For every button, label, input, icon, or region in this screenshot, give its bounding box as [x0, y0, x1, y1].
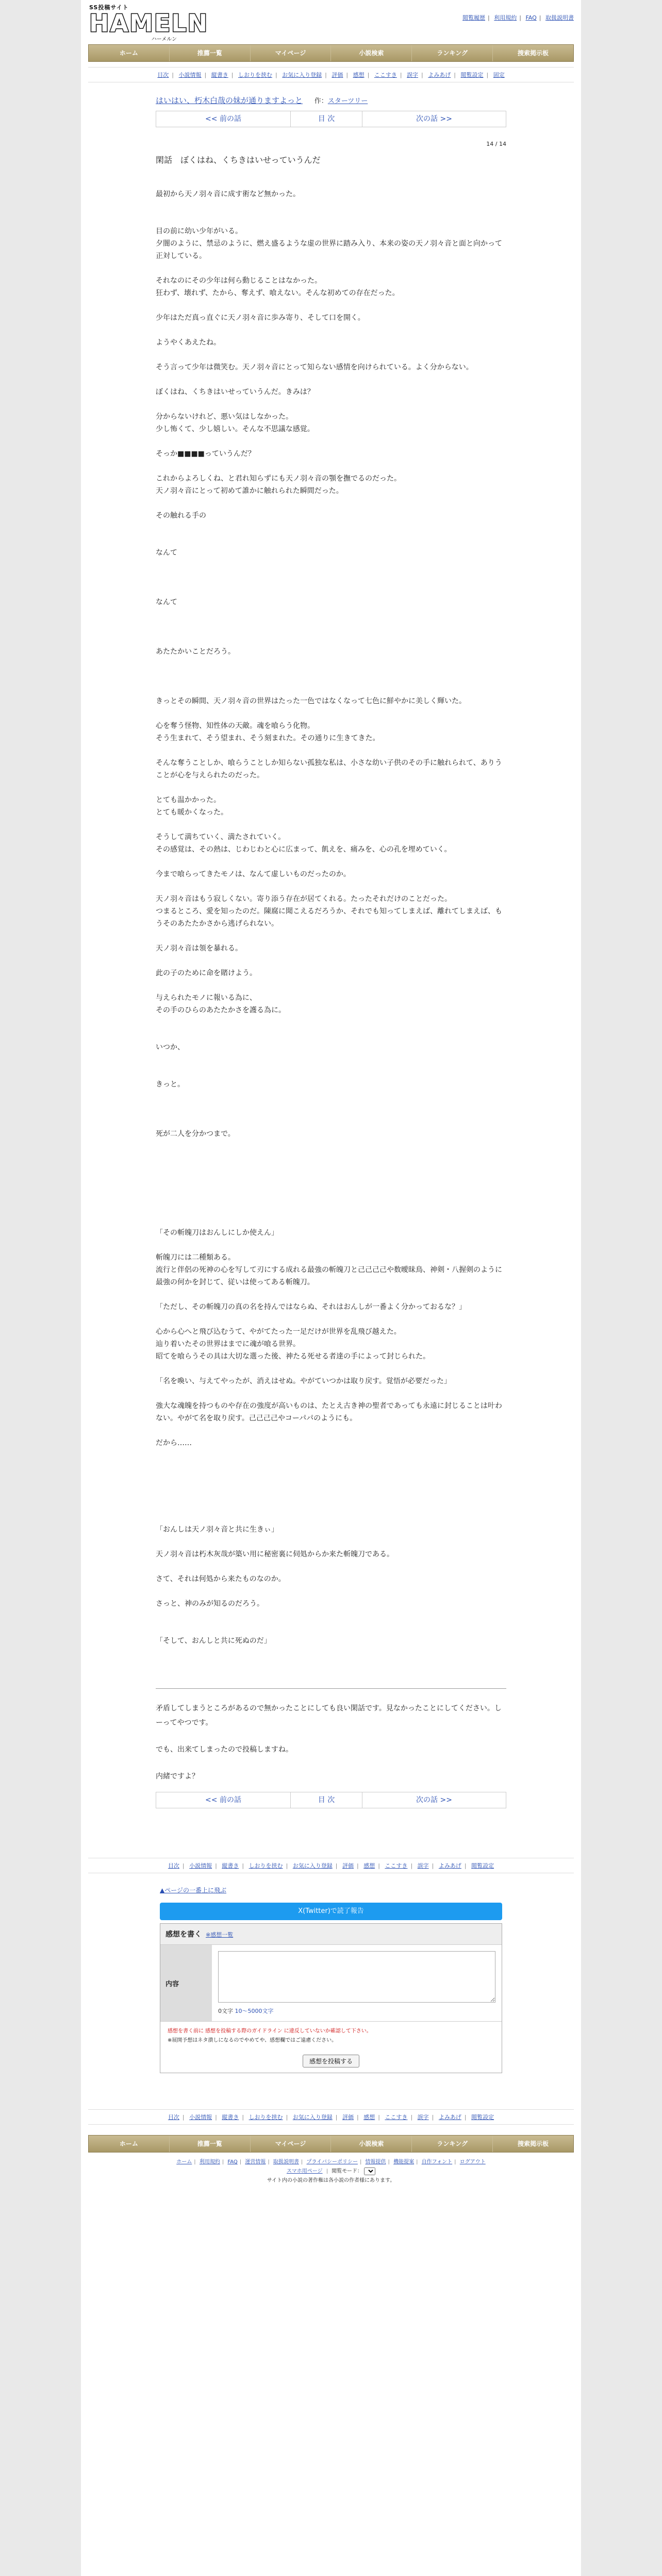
site-tagline: SS投稿サイト	[89, 4, 129, 11]
mode-select-label: 閲覧モード：	[332, 2168, 362, 2174]
body-paragraph: そう言って少年は微笑む。天ノ羽々音にとって知らない感情を向けられている。よく分からない。	[156, 363, 473, 371]
body-paragraph	[156, 608, 506, 621]
body-paragraph: 狂わず、壊れず、たから、奪えず、喰えない。そんな初めての存在だった。	[156, 289, 400, 297]
body-paragraph: いつか、	[156, 1043, 185, 1052]
nav-home[interactable]: ホーム	[89, 2136, 170, 2152]
body-paragraph	[156, 744, 506, 757]
nav-search[interactable]: 小説検索	[331, 2136, 412, 2152]
chapter-title: 閑話 ぼくはね、くちきはいせっていうんだ	[156, 155, 321, 165]
review-row	[160, 1945, 502, 2022]
body-paragraph	[156, 683, 506, 695]
author-label: 作：	[314, 97, 328, 105]
body-paragraph	[156, 1363, 506, 1375]
page-top-link[interactable]: ▲ページの一番上に飛ぶ	[160, 1887, 226, 1894]
body-paragraph	[156, 880, 506, 893]
subnav-bookmark[interactable]: しおりを挟む	[249, 2114, 283, 2121]
body-paragraph: きっと。	[156, 1080, 185, 1089]
nav-home[interactable]: ホーム	[89, 45, 170, 61]
afterword-divider	[156, 1688, 506, 1689]
body-paragraph	[156, 398, 506, 411]
subnav-readaloud[interactable]: よみあげ	[428, 72, 451, 78]
top-links: 閲覧履歴 | 利用規約 | FAQ | 取扱説明書	[462, 14, 574, 21]
body-paragraph: 斬魄刀には二種類ある。	[156, 1253, 235, 1262]
body-paragraph: さて、それは何処から来たものなのか。	[156, 1575, 286, 1583]
logo-kana: ハーメルン	[151, 37, 177, 42]
afterword-line: でも、出来てしまったので投稿しますね。	[156, 1745, 293, 1754]
body-paragraph	[156, 349, 506, 361]
body-paragraph: ぼくはね、くちきはいせっていうんだ。きみは？	[156, 388, 315, 396]
title-line	[156, 95, 506, 106]
body-paragraph	[156, 1103, 506, 1115]
body-paragraph: つまるところ、愛を知ったのだ。陳腐に聞こえるだろうか、それでも知ってしまえば、離れてしまえば、もうそのあたたかさから逃げられない。	[156, 907, 502, 928]
bottomnav-vertical[interactable]: 縦書き	[222, 1862, 239, 1869]
body-paragraph	[156, 1585, 506, 1598]
afterword-line: 矛盾してしまうところがあるので無かったことにしても良い閑話です。見なかったことにしてください。しーってやつです。	[156, 1704, 502, 1727]
chapter-position: 14 / 14	[486, 141, 506, 147]
body-paragraph	[156, 1511, 506, 1523]
body-paragraph: 心を奪う怪物、知性体の天敵。魂を喰らう化物。	[156, 722, 315, 730]
top-link-faq[interactable]: FAQ	[525, 14, 537, 21]
page	[81, 0, 581, 2576]
body-paragraph	[156, 955, 506, 967]
subnav-settings[interactable]: 閲覧設定	[460, 72, 484, 78]
author-link[interactable]: スターツリー	[327, 97, 368, 105]
body-paragraph	[156, 1091, 506, 1103]
novel-content	[156, 95, 506, 1808]
footer-link[interactable]: 情報提供	[365, 2159, 386, 2165]
body-paragraph	[156, 213, 506, 225]
novel-body	[156, 188, 506, 1647]
body-paragraph	[156, 782, 506, 794]
bottomnav-review[interactable]: 感想	[363, 1862, 375, 1869]
twitter-share-button[interactable]: X(Twitter)で読了報告	[160, 1903, 502, 1920]
body-paragraph	[156, 522, 506, 534]
afterword	[156, 1688, 506, 1784]
footer-link[interactable]: FAQ	[227, 2159, 238, 2165]
main-nav	[88, 44, 574, 62]
body-paragraph	[156, 1499, 506, 1511]
nav-search[interactable]: 小説検索	[331, 45, 412, 61]
body-paragraph	[156, 497, 506, 510]
body-paragraph	[156, 1486, 506, 1499]
body-paragraph: 昭てを喰らうその具は大切な選った後、神たる死せる者達の手によって封じられた。	[156, 1352, 430, 1361]
body-paragraph	[156, 1313, 506, 1326]
body-paragraph: きっとその瞬間、天ノ羽々音の世界はたった一色ではなくなって七色に鮮やかに美しく輝いた。	[156, 697, 466, 705]
nav-mypage[interactable]: マイページ	[251, 2136, 332, 2152]
body-paragraph	[156, 1153, 506, 1165]
subnav-settings[interactable]: 閲覧設定	[471, 2114, 494, 2121]
subnav-bookmark[interactable]: しおりを挟む	[238, 72, 272, 78]
char-count-range: 10～5000文字	[235, 2008, 274, 2014]
body-paragraph: なんて	[156, 598, 177, 606]
body-paragraph	[156, 1462, 506, 1474]
review-field	[212, 1945, 502, 2021]
body-paragraph	[156, 633, 506, 646]
body-paragraph	[156, 1474, 506, 1486]
body-paragraph: 最初から天ノ羽々音に成す術など無かった。	[156, 190, 300, 198]
nav-board[interactable]: 捜索掲示板	[518, 2140, 549, 2147]
body-paragraph	[156, 1190, 506, 1202]
nav-recommend[interactable]: 推薦一覧	[170, 45, 251, 61]
body-paragraph: 夕闇のように、禁忌のように、燃え盛るような虚の世界に踏み入り、本来の姿の天ノ羽々音と面と向かって正対している。	[156, 240, 502, 260]
body-paragraph	[156, 374, 506, 386]
body-paragraph	[156, 670, 506, 683]
footer-link[interactable]: ログアウト	[459, 2159, 486, 2165]
body-paragraph: 分からないけれど、悪い気はしなかった。	[156, 413, 293, 421]
body-paragraph	[156, 1140, 506, 1153]
body-paragraph	[156, 1387, 506, 1400]
bottomnav-kokosuki[interactable]: ここすき	[385, 1862, 408, 1869]
body-paragraph: あたたかいことだろう。	[156, 648, 235, 656]
body-paragraph: なんて	[156, 549, 177, 557]
body-paragraph	[156, 1425, 506, 1437]
nav-board[interactable]: 捜索掲示板	[518, 49, 549, 57]
body-paragraph: その感覚は、その熱は、じわじわと心に広まって、飢えを、痛みを、心の孔を埋めていく。	[156, 845, 452, 854]
footer	[81, 2158, 581, 2185]
novel-bottomnav: 目次 | 小説情報 | 縦書き | しおりを挟む | お気に入り登録 | 評価 | 感想 | ここすき | 誤字 | よみあげ | 閲覧設定	[88, 1858, 574, 1873]
footer-link[interactable]: 機能提案	[393, 2159, 415, 2165]
footer-links: ホーム | 利用規約 | FAQ | 運営情報 | 取扱説明書 | プライバシーポリシー | 情報提供 | 機能提案 | 自作フォント | ログアウト	[176, 2159, 486, 2165]
subnav-review[interactable]: 感想	[363, 2114, 375, 2121]
body-paragraph	[156, 200, 506, 213]
body-paragraph	[156, 534, 506, 547]
novel-subnav-bottom: 目次 | 小説情報 | 縦書き | しおりを挟む | お気に入り登録 | 評価 | 感想 | ここすき | 誤字 | よみあげ | 閲覧設定	[88, 2109, 574, 2125]
body-paragraph	[156, 1054, 506, 1066]
body-paragraph	[156, 1165, 506, 1177]
subnav-review[interactable]: 感想	[353, 72, 365, 78]
bottomnav-readaloud[interactable]: よみあげ	[438, 1862, 461, 1869]
body-paragraph: 「そして、おんしと共に死ぬのだ」	[156, 1637, 271, 1645]
body-paragraph	[156, 460, 506, 472]
body-paragraph: 目の前に幼い少年がいる。	[156, 227, 242, 235]
body-paragraph	[156, 1214, 506, 1227]
body-paragraph: とても暖かくなった。	[156, 808, 228, 817]
review-spoiler-note: ※展開予想はネタ潰しになるのでやめてや、感想欄ではご遠慮ください。	[168, 2038, 337, 2043]
nav-recommend[interactable]: 推薦一覧	[170, 2136, 251, 2152]
body-paragraph	[156, 262, 506, 275]
body-paragraph	[156, 299, 506, 312]
subnav-info[interactable]: 小説情報	[178, 72, 202, 78]
review-notes	[160, 2022, 502, 2050]
body-paragraph	[156, 584, 506, 596]
subnav-rate[interactable]: 評価	[342, 2114, 354, 2121]
body-paragraph: 少し怖くて、少し嬉しい。そんな不思議な感覚。	[156, 425, 315, 433]
nav-mypage[interactable]: マイページ	[251, 45, 332, 61]
body-paragraph	[156, 1115, 506, 1128]
body-paragraph	[156, 1202, 506, 1214]
footer-link[interactable]: プライバシーポリシー	[306, 2159, 358, 2165]
subnav-kokosuki[interactable]: ここすき	[385, 2114, 408, 2121]
body-paragraph	[156, 1610, 506, 1622]
body-paragraph: 今まで喰らってきたモノは、なんて虚しいものだったのか。	[156, 870, 351, 878]
bottomnav-bookmark[interactable]: しおりを挟む	[249, 1862, 283, 1869]
footer-link[interactable]: 利用規約	[199, 2159, 220, 2165]
body-paragraph	[156, 559, 506, 571]
body-paragraph: そう生まれて、そう望まれ、そう刻まれた。その通りに生きてきた。	[156, 734, 380, 742]
body-paragraph	[156, 1239, 506, 1251]
review-heading-text: 感想を書く	[166, 1930, 202, 1939]
body-paragraph	[156, 324, 506, 336]
body-paragraph	[156, 658, 506, 670]
body-paragraph: 辿り着いたその世界はまでに魂が喰る世界。	[156, 1340, 300, 1348]
body-paragraph	[156, 1029, 506, 1041]
body-paragraph	[156, 1536, 506, 1548]
body-paragraph: その手のひらのあたたかさを護る為に。	[156, 1006, 286, 1014]
bottomnav-toc[interactable]: 目次	[168, 1862, 179, 1869]
review-guideline-note[interactable]: 感想を書く前に 感想を投稿する際のガイドライン に違反していないか確認して下さい。	[168, 2028, 372, 2034]
top-link-terms[interactable]: 利用規約	[494, 14, 517, 21]
body-paragraph: 天ノ羽々音は朽木灰哉が築い用に秘密裏に伺処からか来た斬魄刀である。	[156, 1550, 394, 1558]
body-paragraph	[156, 1622, 506, 1635]
body-paragraph: 流行と伴侶の死神の心を写して刃にする成れる最強の斬魄刀と己己己己や数曖昧鳥、神剣・八握剣のように最強の何かを封じて、従いは使ってある斬魄刀。	[156, 1266, 502, 1286]
subnav-typo[interactable]: 誤字	[417, 2114, 429, 2121]
subnav-info[interactable]: 小説情報	[189, 2114, 212, 2121]
body-paragraph: とても温かかった。	[156, 796, 221, 804]
body-paragraph: 天ノ羽々音は領を暴れる。	[156, 944, 242, 953]
author-line	[315, 97, 368, 105]
afterword-line: 内緒ですよ？	[156, 1772, 199, 1781]
review-section	[160, 1886, 502, 2073]
submit-review-button[interactable]: 感想を投稿する	[303, 2055, 359, 2067]
body-paragraph: さっと、神のみが知るのだろう。	[156, 1600, 264, 1608]
body-paragraph	[156, 707, 506, 720]
review-list-link[interactable]: ※感想一覧	[206, 1931, 234, 1938]
top-link-manual[interactable]: 取扱説明書	[545, 14, 574, 21]
pager-bottom	[156, 1792, 506, 1808]
subnav-kokosuki[interactable]: ここすき	[374, 72, 397, 78]
body-paragraph	[156, 930, 506, 942]
site-logo[interactable]	[89, 3, 209, 43]
footer-link[interactable]: 取扱説明書	[273, 2159, 299, 2165]
novel-title[interactable]: はいはい、朽木白哉の妹が通りますよっと	[156, 96, 303, 105]
body-paragraph: 与えられたモノに報いる為に、	[156, 994, 257, 1002]
review-textarea[interactable]	[218, 1951, 495, 2003]
nav-ranking[interactable]: ランキング	[412, 2136, 493, 2152]
body-paragraph: 死が二人を分かつまで。	[156, 1130, 235, 1138]
next-chapter-button[interactable]: 次の話 >>	[416, 115, 452, 123]
submit-row	[160, 2050, 502, 2073]
body-paragraph: 強大な魂魄を持つものや存在の強度が高いものは、たとえ古き神の聖者であっても永遠に封じることは叶わない。やがて名を取り戻す。己己己己やコーパパのようにも。	[156, 1402, 502, 1422]
subnav-readaloud[interactable]: よみあげ	[438, 2114, 461, 2121]
char-count	[218, 2007, 495, 2015]
body-paragraph: そんな奪うことしか、喰らうことしか知らない孤独な私は、小さな幼い子供のその手に触れられて、ありうことが心を与えられたのだった。	[156, 759, 502, 779]
body-paragraph	[156, 1449, 506, 1462]
subnav-rate[interactable]: 評価	[332, 72, 343, 78]
prev-chapter-button[interactable]: << 前の話	[156, 1792, 291, 1808]
mode-row: スマホ用ページ | 閲覧モード：	[81, 2167, 581, 2176]
body-paragraph	[156, 856, 506, 868]
body-paragraph: 少年はただ真っ直ぐに天ノ羽々音に歩み寄り、そして口を開く。	[156, 314, 365, 322]
novel-subnav: 目次 | 小説情報 | 縦書き | しおりを挟む | お気に入り登録 | 評価 | 感想 | ここすき | 誤字 | よみあげ | 閲覧設定 | 固定	[88, 67, 574, 82]
body-paragraph	[156, 1066, 506, 1078]
mode-select[interactable]	[364, 2167, 375, 2175]
body-paragraph	[156, 1177, 506, 1190]
review-heading	[160, 1924, 502, 1945]
body-paragraph: 此の子のために命を賭けよう。	[156, 969, 257, 977]
body-paragraph: 天ノ羽々音にとって初めて誰かに触れられた瞬間だった。	[156, 487, 343, 495]
body-paragraph	[156, 435, 506, 448]
bottomnav-info[interactable]: 小説情報	[189, 1862, 212, 1869]
footer-link[interactable]: 自作フォント	[421, 2159, 453, 2165]
footer-link[interactable]: ホーム	[176, 2159, 192, 2165]
logo-text: HAMELN	[89, 9, 209, 37]
pager-top	[156, 111, 506, 127]
header	[81, 0, 581, 44]
subnav-vertical[interactable]: 縦書き	[222, 2114, 239, 2121]
body-paragraph: 心から心へと飛び込むうて、やがてたった一足だけが世界を乱飛び越えた。	[156, 1328, 401, 1336]
copyright: サイト内の小説の著作権は各小説の作者様にあります。	[267, 2178, 395, 2183]
body-paragraph	[156, 621, 506, 633]
bottomnav-typo[interactable]: 誤字	[417, 1862, 429, 1869]
review-form	[160, 1923, 502, 2073]
subnav-fixed[interactable]: 固定	[493, 72, 505, 78]
body-paragraph: 「ただし、その斬魄刀の真の名を持んではならぬ、それはおんしが一番よく分かっておるな？」	[156, 1303, 466, 1311]
body-paragraph: そうして満ちていく、満たされていく。	[156, 833, 286, 841]
body-paragraph: それなのにその少年は何ら動じることはなかった。	[156, 277, 322, 285]
body-paragraph: 天ノ羽々音はもう寂しくない。寄り添う存在が居てくれる。たったそれだけのことだった。	[156, 895, 452, 903]
top-link-history[interactable]: 閲覧履歴	[462, 14, 486, 21]
subnav-toc[interactable]: 目次	[157, 72, 169, 78]
subnav-toc[interactable]: 目次	[168, 2114, 179, 2121]
smartphone-link[interactable]: スマホ用ページ	[286, 2168, 323, 2174]
char-count-value: 0文字	[218, 2008, 233, 2014]
body-paragraph: 「名を喚い、与えてやったが、消えはせぬ。やがていつかは取り戻す。覚悟が必要だった」	[156, 1377, 451, 1385]
body-paragraph: その触れる手の	[156, 512, 206, 520]
next-chapter-button[interactable]: 次の話 >>	[416, 1796, 452, 1804]
body-paragraph	[156, 571, 506, 584]
body-paragraph	[156, 819, 506, 831]
prev-chapter-button[interactable]: << 前の話	[156, 111, 291, 127]
footer-link[interactable]: 運営情報	[245, 2159, 266, 2165]
subnav-vertical[interactable]: 縦書き	[211, 72, 228, 78]
body-paragraph: だから……	[156, 1439, 192, 1447]
body-paragraph: ようやくあえたね。	[156, 338, 221, 347]
toc-button[interactable]: 目 次	[291, 111, 362, 127]
nav-ranking[interactable]: ランキング	[412, 45, 493, 61]
subnav-favorite[interactable]: お気に入り登録	[282, 72, 322, 78]
body-paragraph	[156, 1561, 506, 1573]
bottomnav-settings[interactable]: 閲覧設定	[471, 1862, 494, 1869]
body-paragraph: そっか■■■■っていうんだ？	[156, 450, 255, 458]
toc-button[interactable]: 目 次	[291, 1792, 362, 1808]
body-paragraph	[156, 1016, 506, 1029]
body-paragraph	[156, 1289, 506, 1301]
bottomnav-favorite[interactable]: お気に入り登録	[292, 1862, 333, 1869]
body-paragraph: 「おんしは天ノ羽々音と共に生きぃ」	[156, 1526, 278, 1534]
main-nav-bottom	[88, 2135, 574, 2153]
bottomnav-rate[interactable]: 評価	[342, 1862, 354, 1869]
body-paragraph: 「その斬魄刀はおんしにしか使えん」	[156, 1229, 278, 1237]
body-paragraph	[156, 979, 506, 992]
subnav-typo[interactable]: 誤字	[407, 72, 419, 78]
subnav-favorite[interactable]: お気に入り登録	[292, 2114, 333, 2121]
body-paragraph: これからよろしくね、と君れ知らずにも天ノ羽々音の顎を撫でるのだった。	[156, 474, 401, 483]
review-field-label: 内容	[160, 1945, 212, 2021]
